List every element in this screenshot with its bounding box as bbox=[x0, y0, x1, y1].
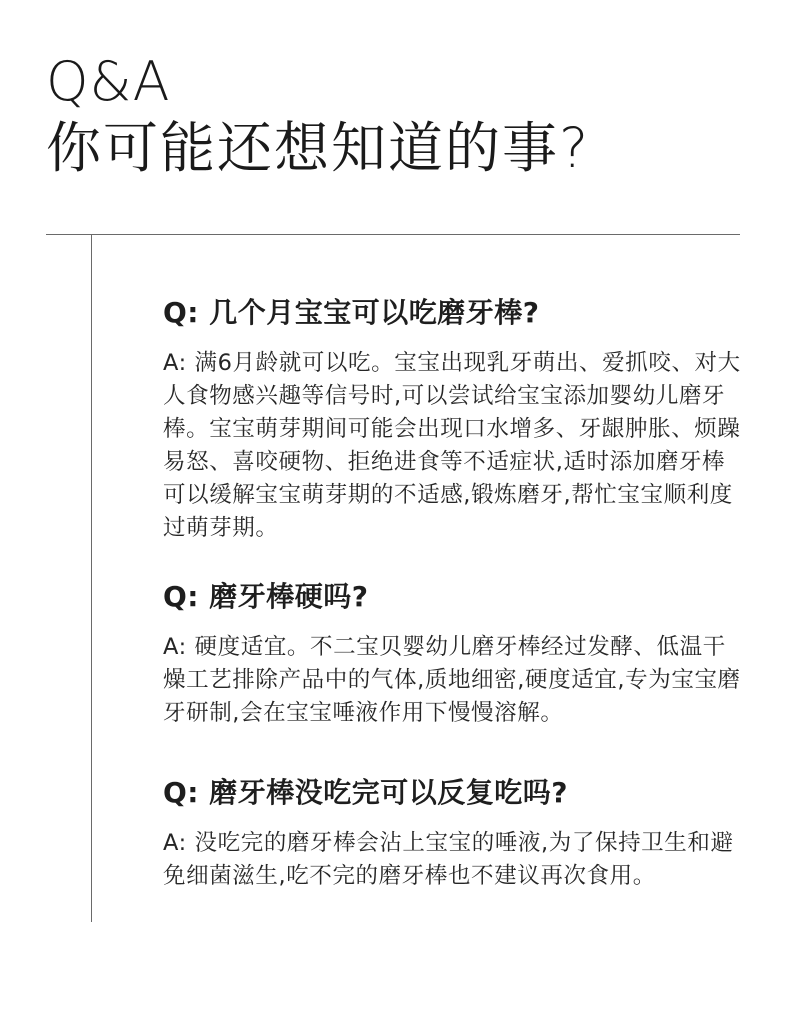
faq-answer-3: A: 没吃完的磨牙棒会沾上宝宝的唾液,为了保持卫生和避免细菌滋生,吃不完的磨牙棒也不建议再次食用。 bbox=[163, 830, 734, 889]
faq-item-2 bbox=[163, 580, 743, 730]
heading-subtitle: 你可能还想知道的事? bbox=[46, 116, 591, 180]
heading-qa: Q&A bbox=[46, 50, 171, 113]
faq-question-3: Q: 磨牙棒没吃完可以反复吃吗? bbox=[163, 776, 568, 809]
faq-answer-2: A: 硬度适宜。不二宝贝婴幼儿磨牙棒经过发酵、低温干燥工艺排除产品中的气体,质地细密,硬度适宜,专为宝宝磨牙研制,会在宝宝唾液作用下慢慢溶解。 bbox=[163, 634, 741, 726]
faq-question-1: Q: 几个月宝宝可以吃磨牙棒? bbox=[163, 296, 540, 329]
horizontal-divider bbox=[46, 234, 740, 235]
faq-item-3 bbox=[163, 776, 743, 893]
vertical-divider bbox=[91, 234, 92, 922]
faq-item-1 bbox=[163, 296, 743, 545]
faq-answer-1: A: 满6月龄就可以吃。宝宝出现乳牙萌出、爱抓咬、对大人食物感兴趣等信号时,可以尝试给宝宝添加婴幼儿磨牙棒。宝宝萌芽期间可能会出现口水增多、牙龈肿胀、烦躁易怒、喜咬硬物、拒绝进食等不适症状,适时添加磨牙棒可以缓解宝宝萌芽期的不适感,锻炼磨牙,帮忙宝宝顺利度过萌芽期。 bbox=[163, 350, 741, 541]
faq-question-2: Q: 磨牙棒硬吗? bbox=[163, 580, 369, 613]
